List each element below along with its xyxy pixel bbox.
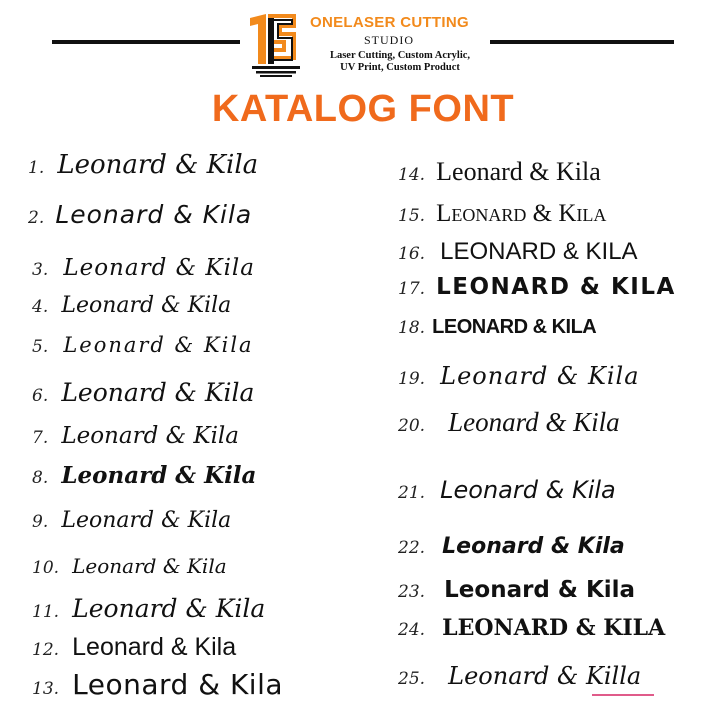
font-number: 21. (398, 483, 426, 503)
header-rule-right (490, 40, 674, 44)
accent-underline (592, 694, 654, 696)
font-number: 23. (398, 582, 426, 602)
font-sample-22 (398, 534, 625, 559)
font-sample-7 (32, 423, 239, 449)
font-preview: LEONARD & KILA (432, 316, 597, 338)
font-sample-24 (398, 615, 665, 641)
font-sample-1 (28, 150, 258, 180)
brand-name: ONELASER CUTTING (310, 14, 469, 31)
font-sample-14 (398, 157, 601, 187)
font-number: 2. (28, 208, 45, 228)
font-preview: Leonard & Kila (63, 333, 254, 357)
font-preview: Leonard & Kila (61, 423, 240, 449)
font-number: 25. (398, 669, 426, 689)
font-number: 5. (32, 337, 49, 357)
font-sample-5 (32, 333, 254, 357)
font-sample-12 (32, 633, 236, 662)
font-preview: Leonard & Kila (440, 362, 640, 390)
font-number: 4. (32, 297, 49, 317)
font-number: 16. (398, 244, 426, 264)
font-number: 14. (398, 165, 426, 185)
font-sample-20 (398, 407, 620, 438)
font-preview: Leonard & Kila (57, 150, 259, 180)
font-sample-13 (32, 668, 283, 701)
font-sample-25 (398, 662, 641, 690)
font-preview: Leonard & Kila (436, 200, 607, 227)
font-preview: Leonard & Kila (72, 594, 266, 623)
font-number: 9. (32, 512, 49, 532)
font-number: 10. (32, 558, 60, 578)
font-preview: Leonard & Kila (61, 293, 232, 318)
font-preview: Leonard & Kila (72, 633, 237, 661)
font-sample-8 (32, 462, 256, 489)
font-preview: Leonard & Kila (61, 378, 255, 407)
font-number: 20. (398, 416, 426, 436)
font-sample-3 (32, 255, 255, 281)
font-preview: Leonard & Kila (55, 200, 253, 229)
font-preview: Leonard & Kila (61, 462, 257, 489)
font-number: 11. (32, 602, 60, 622)
font-sample-15 (398, 200, 606, 228)
font-preview: Leonard & Kila (442, 534, 625, 559)
page-title: KATALOG FONT (211, 88, 515, 130)
font-sample-10 (32, 554, 227, 578)
font-number: 17. (398, 279, 426, 299)
font-sample-23 (398, 577, 635, 603)
font-preview: Leonard & Kila (72, 668, 284, 701)
font-number: 15. (398, 206, 426, 226)
font-sample-16 (398, 238, 638, 266)
brand-block (310, 14, 500, 74)
font-number: 19. (398, 369, 426, 389)
brand-tagline-2: UV Print, Custom Product (340, 62, 460, 73)
font-sample-17 (398, 274, 676, 300)
font-sample-21 (398, 476, 616, 504)
font-sample-11 (32, 594, 265, 623)
font-number: 8. (32, 468, 49, 488)
font-number: 12. (32, 640, 60, 660)
font-preview: Leonard & Kila (61, 508, 232, 533)
font-sample-19 (398, 362, 640, 390)
brand-studio: STUDIO (364, 33, 414, 47)
font-preview: Leonard & Kila (444, 577, 636, 603)
font-number: 7. (32, 428, 49, 448)
font-number: 6. (32, 386, 49, 406)
font-preview: Leonard & Kila (63, 255, 256, 281)
font-preview: Leonard & Killa (448, 662, 642, 690)
header-rule-left (52, 40, 240, 44)
brand-logo-icon (248, 12, 306, 80)
font-sample-2 (28, 200, 252, 229)
font-preview: LEONARD & KILA (440, 238, 638, 265)
font-preview: LEONARD & KILA (436, 274, 676, 300)
font-preview: Leonard & Kila (440, 476, 616, 504)
font-number: 1. (28, 158, 45, 178)
font-number: 18. (398, 318, 426, 338)
font-number: 3. (32, 260, 49, 280)
font-number: 24. (398, 620, 426, 640)
font-preview: Leonard & Kila (448, 407, 620, 437)
font-number: 22. (398, 538, 426, 558)
font-sample-18 (398, 316, 596, 339)
font-sample-9 (32, 508, 231, 533)
brand-tagline-1: Laser Cutting, Custom Acrylic, (329, 50, 471, 61)
font-preview: LEONARD & KILA (442, 615, 666, 641)
font-preview: Leonard & Kila (72, 554, 227, 578)
font-preview: Leonard & Kila (436, 157, 601, 186)
font-sample-4 (32, 293, 231, 318)
font-number: 13. (32, 679, 60, 699)
font-sample-6 (32, 378, 254, 407)
